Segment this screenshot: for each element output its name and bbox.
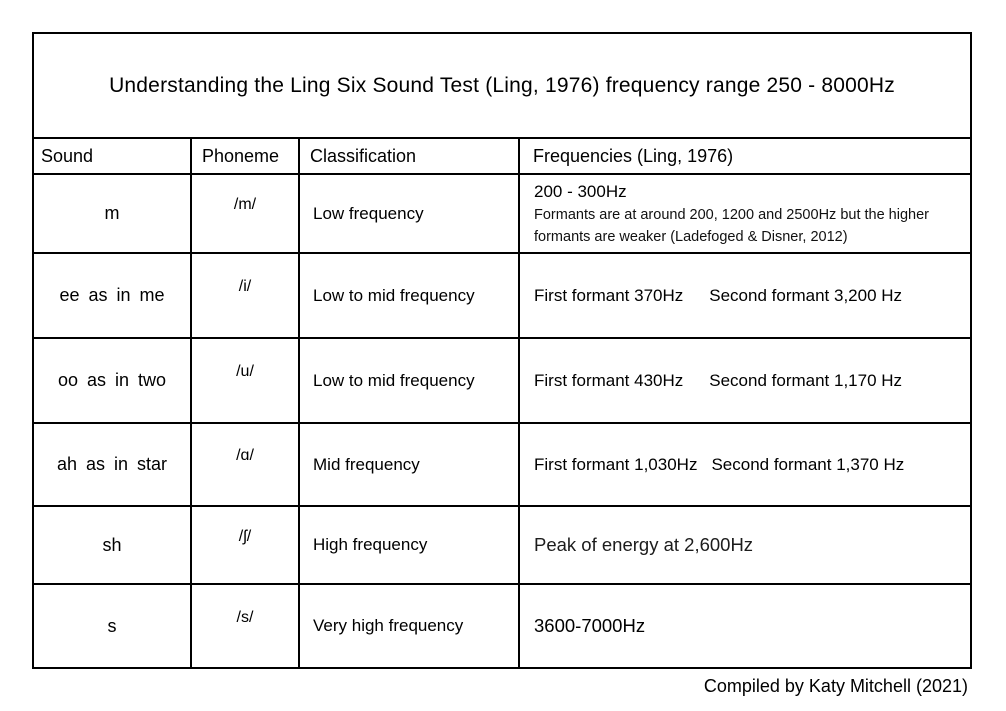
frequency-range: 200 - 300Hz [534, 182, 627, 201]
frequencies-cell [519, 423, 971, 506]
classification-cell: Low frequency [299, 174, 519, 253]
frequency-range: Peak of energy at 2,600Hz [534, 534, 754, 555]
frequencies-cell [519, 253, 971, 338]
frequency-note: Formants are at around 200, 1200 and 2500Hz but the higher formants are weaker (Ladefoged & Disner, 2012) [534, 207, 929, 245]
table-row-ah [33, 423, 971, 506]
sound-cell: oo as in two [33, 338, 191, 423]
title-row [33, 33, 971, 138]
second-formant: Second formant 1,370 Hz [711, 454, 905, 474]
sound-cell: ee as in me [33, 253, 191, 338]
ling-six-sound-table [32, 32, 972, 669]
column-header-sound: Sound [33, 138, 191, 174]
frequency-formants [534, 455, 964, 475]
column-header-classification: Classification [299, 138, 519, 174]
classification-cell: Low to mid frequency [299, 338, 519, 423]
column-header-phoneme: Phoneme [191, 138, 299, 174]
frequencies-cell [519, 174, 971, 253]
first-formant: First formant 370Hz [534, 285, 684, 305]
column-header-frequencies: Frequencies (Ling, 1976) [519, 138, 971, 174]
phoneme-cell: /u/ [191, 338, 299, 423]
phoneme-cell: /ʃ/ [191, 506, 299, 584]
frequency-formants [534, 371, 964, 391]
table-row-s [33, 584, 971, 668]
phoneme-cell: /ɑ/ [191, 423, 299, 506]
second-formant: Second formant 3,200 Hz [709, 285, 903, 305]
table-row-oo [33, 338, 971, 423]
sound-cell: m [33, 174, 191, 253]
frequency-formants [534, 286, 964, 306]
page-title: Understanding the Ling Six Sound Test (Ling, 1976) frequency range 250 - 8000Hz [33, 33, 971, 138]
attribution-text: Compiled by Katy Mitchell (2021) [703, 676, 968, 696]
classification-cell: High frequency [299, 506, 519, 584]
frequencies-cell [519, 506, 971, 584]
frequencies-cell [519, 584, 971, 668]
classification-cell: Very high frequency [299, 584, 519, 668]
table-row-m [33, 174, 971, 253]
frequency-range: 3600-7000Hz [534, 615, 646, 636]
first-formant: First formant 1,030Hz [534, 454, 698, 474]
sound-cell: sh [33, 506, 191, 584]
phoneme-cell: /s/ [191, 584, 299, 668]
phoneme-cell: /i/ [191, 253, 299, 338]
first-formant: First formant 430Hz [534, 370, 684, 390]
table-row-sh [33, 506, 971, 584]
column-header-row [33, 138, 971, 174]
second-formant: Second formant 1,170 Hz [709, 370, 903, 390]
table-row-ee [33, 253, 971, 338]
phoneme-cell: /m/ [191, 174, 299, 253]
classification-cell: Mid frequency [299, 423, 519, 506]
sound-cell: s [33, 584, 191, 668]
frequencies-cell [519, 338, 971, 423]
sound-cell: ah as in star [33, 423, 191, 506]
classification-cell: Low to mid frequency [299, 253, 519, 338]
